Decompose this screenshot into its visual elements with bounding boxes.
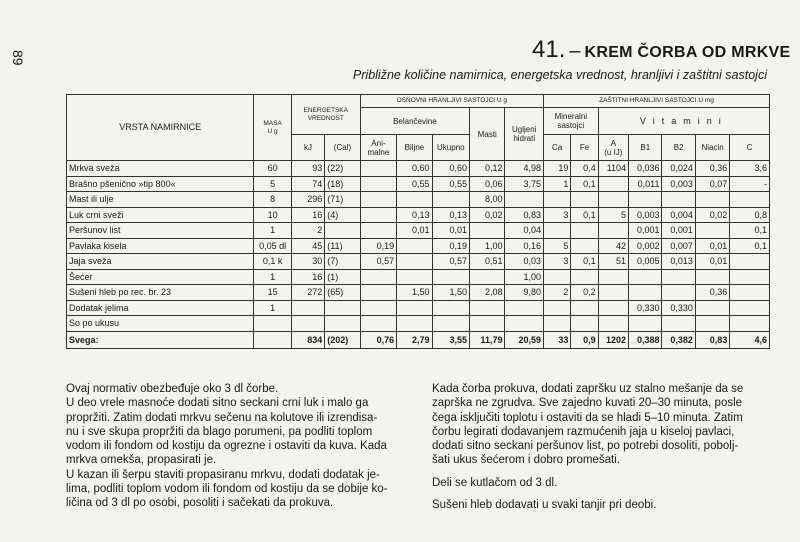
text-line: Kada čorba prokuva, dodati zapršku uz stalno mešanje da se [432,383,744,395]
serving-note: Deli se kutlačom od 3 dl. [432,476,558,489]
cell-vitamin-b1: 0,001 [629,223,662,239]
text-line: U kazan ili šerpu staviti propasiranu mrkvu, dodati dodatak je- [66,468,380,481]
cell-protein-animal: 0,19 [360,238,396,254]
cell-vitamin-c [730,316,770,332]
cell-protein-plant [397,300,432,316]
total-fe: 0,9 [571,331,598,348]
cell-energy-cal: (71) [325,192,360,208]
cell-iron: 0,4 [571,161,598,177]
header-ca: Ca [543,135,570,161]
cell-niacin [695,223,729,239]
header-protective-nutrients: ZAŠTITNI HRANLJIVI SASTOJCI U mg [543,95,769,108]
cell-protein-total: 0,60 [432,161,469,177]
cell-iron: 0,1 [571,207,598,223]
cell-iron [571,223,598,239]
cell-energy-kj: 16 [291,207,324,223]
cell-calcium [543,316,570,332]
cell-fat: 1,00 [470,238,505,254]
cell-fat: 2,08 [470,285,505,301]
text-line: dodati sitno seckani peršunov list, po potrebi dosoliti, pobolj- [432,440,739,453]
cell-protein-total: 1,50 [432,285,469,301]
text-line: nu i sve skupa propržiti da blago porumeni, pa podliti toplom [66,425,373,438]
cell-carbs: 3,75 [505,176,544,192]
header-vitamins: Vitamini [598,108,769,135]
cell-vitamin-b1 [629,269,662,285]
cell-vitamin-b1: 0,002 [629,238,662,254]
recipe-number: 41. [532,36,566,63]
table-row [67,300,770,316]
header-animal-l1: Ani- [371,138,386,148]
total-plant: 2,79 [397,331,432,348]
cell-vitamin-a [598,192,628,208]
cell-mass: 15 [254,285,291,301]
cell-food-name: Sušeni hleb po rec. br. 23 [67,285,254,301]
cell-niacin: 0,36 [695,285,729,301]
cell-vitamin-b1 [629,316,662,332]
header-carbs [505,108,544,161]
cell-protein-animal [360,176,396,192]
cell-vitamin-c [730,300,770,316]
cell-vitamin-b2: 0,013 [662,254,695,270]
header-carbs-l2: hidrati [513,134,536,143]
cell-mass: 1 [254,223,291,239]
cell-carbs: 4,98 [505,161,544,177]
table-row [67,254,770,270]
cell-mass: 1 [254,300,291,316]
bread-note: Sušeni hleb dodavati u svaki tanjir pri deobi. [432,499,657,512]
header-plant: Biljne [397,135,432,161]
cell-protein-plant: 0,60 [397,161,432,177]
cell-protein-total: 0,57 [432,254,469,270]
cell-vitamin-b2: 0,001 [662,223,695,239]
cell-protein-total [432,192,469,208]
cell-food-name: Pavlaka kisela [67,238,254,254]
total-niacin: 0,83 [695,331,729,348]
cell-energy-kj: 93 [291,161,324,177]
cell-fat [470,300,505,316]
cell-protein-total: 0,01 [432,223,469,239]
cell-vitamin-c: 3,6 [730,161,770,177]
cell-niacin: 0,01 [695,238,729,254]
cell-energy-cal: (22) [325,161,360,177]
cell-protein-animal [360,300,396,316]
nutrition-table [66,94,770,349]
cell-vitamin-c [730,254,770,270]
cell-niacin: 0,02 [695,207,729,223]
total-kj: 834 [291,331,324,348]
total-vit-a: 1202 [598,331,628,348]
cell-niacin [695,300,729,316]
cell-calcium [543,269,570,285]
header-animal-l2: malne [367,147,390,157]
total-protein: 3,55 [432,331,469,348]
cell-iron [571,238,598,254]
header-basic-nutrients: OSNOVNI HRANLJIVI SASTOJCI U g [360,95,543,108]
cell-fat: 0,02 [470,207,505,223]
cell-energy-cal: (18) [325,176,360,192]
cell-energy-kj: 45 [291,238,324,254]
cell-mass: 5 [254,176,291,192]
cell-mass: 0,05 dl [254,238,291,254]
cell-protein-plant: 0,55 [397,176,432,192]
table-row [67,285,770,301]
table-row [67,316,770,332]
total-cal: (202) [325,331,360,348]
cell-protein-animal [360,316,396,332]
cell-calcium [543,223,570,239]
page-number: 89 [10,50,26,66]
cell-protein-animal [360,161,396,177]
cell-energy-kj [291,316,324,332]
table-row [67,176,770,192]
header-niacin: Niacin [695,135,729,161]
table-row [67,207,770,223]
cell-vitamin-b1: 0,005 [629,254,662,270]
table-total-row [67,331,770,348]
cell-energy-kj [291,300,324,316]
cell-calcium [543,192,570,208]
header-fe: Fe [571,135,598,161]
cell-carbs: 0,04 [505,223,544,239]
header-food-type: VRSTA NAMIRNICE [67,95,254,161]
cell-protein-plant [397,269,432,285]
cell-vitamin-b1 [629,285,662,301]
header-animal [360,135,396,161]
cell-protein-animal [360,223,396,239]
cell-fat: 8,00 [470,192,505,208]
cell-food-name: Dodatak jelima [67,300,254,316]
cell-food-name: Luk crni sveži [67,207,254,223]
cell-energy-kj: 296 [291,192,324,208]
cell-mass: 60 [254,161,291,177]
header-minerals [543,108,598,135]
cell-energy-kj: 16 [291,269,324,285]
cell-vitamin-c: 0,1 [730,223,770,239]
cell-protein-total: 0,19 [432,238,469,254]
cell-vitamin-b2: 0,330 [662,300,695,316]
cell-energy-cal: (65) [325,285,360,301]
cell-fat [470,269,505,285]
cell-fat [470,316,505,332]
text-line: čorbu legirati dodavanjem razmućenih jaja u kiseloj pavlaci, [432,425,735,438]
cell-carbs: 0,03 [505,254,544,270]
text-line: Ovaj normativ obezbeđuje oko 3 dl čorbe. [66,383,279,395]
cell-vitamin-a [598,223,628,239]
cell-niacin [695,192,729,208]
total-ca: 33 [543,331,570,348]
cell-calcium: 2 [543,285,570,301]
cell-vitamin-c [730,285,770,301]
cell-vitamin-b2: 0,007 [662,238,695,254]
text-line: vodom ili fondom od kostiju da ogrezne i ostaviti da kuva. Kada [66,440,387,453]
cell-food-name: Jaja sveža [67,254,254,270]
cell-vitamin-b2 [662,269,695,285]
cell-mass: 1 [254,269,291,285]
cell-vitamin-a [598,316,628,332]
cell-vitamin-a [598,285,628,301]
instructions-left-lines [66,382,388,511]
recipe-heading [532,36,791,64]
cell-protein-total: 0,55 [432,176,469,192]
header-mass-l2: U g [267,127,278,135]
text-line: U deo vrele masnoće dodati sitno seckani crni luk i malo ga [66,397,369,410]
cell-niacin [695,269,729,285]
cell-protein-animal: 0,57 [360,254,396,270]
total-carbs: 20,59 [505,331,544,348]
header-mass [254,95,291,161]
cell-vitamin-a [598,176,628,192]
cell-calcium: 1 [543,176,570,192]
cell-carbs: 1,00 [505,269,544,285]
header-vit-a [598,135,628,161]
header-fat: Masti [470,108,505,161]
table-row [67,192,770,208]
header-total: Ukupno [432,135,469,161]
header-b1: B1 [629,135,662,161]
total-fat: 11,79 [470,331,505,348]
cell-iron [571,316,598,332]
total-masa [254,331,291,348]
cell-vitamin-b1 [629,192,662,208]
heading-dash: – [569,40,581,62]
total-b1: 0,388 [629,331,662,348]
cell-protein-plant [397,192,432,208]
cell-calcium: 5 [543,238,570,254]
cell-fat: 0,51 [470,254,505,270]
cell-vitamin-a: 51 [598,254,628,270]
cell-vitamin-c [730,269,770,285]
cell-vitamin-b2 [662,192,695,208]
cell-carbs: 0,83 [505,207,544,223]
cell-protein-total [432,300,469,316]
cell-energy-cal: (7) [325,254,360,270]
cell-energy-kj: 2 [291,223,324,239]
header-vit-a-l2: (u IJ) [604,147,623,157]
cell-iron: 0,2 [571,285,598,301]
cell-niacin: 0,01 [695,254,729,270]
header-protein: Belančevine [360,108,469,135]
cell-mass [254,316,291,332]
cell-fat: 0,12 [470,161,505,177]
cell-protein-animal [360,192,396,208]
cell-fat [470,223,505,239]
cell-calcium [543,300,570,316]
cell-energy-kj: 30 [291,254,324,270]
cell-vitamin-c: 0,8 [730,207,770,223]
header-kj: kJ [291,135,324,161]
table-row [67,161,770,177]
cell-protein-plant [397,254,432,270]
text-line: mrkva omekša, propasirati je. [66,454,217,467]
cell-vitamin-c [730,192,770,208]
cell-iron: 0,1 [571,254,598,270]
cell-carbs: 0,16 [505,238,544,254]
header-minerals-l1: Mineralni [554,112,588,121]
cell-food-name: Šećer [67,269,254,285]
cell-food-name: Brašno pšenično »tip 800« [67,176,254,192]
table-row [67,269,770,285]
cell-vitamin-b2: 0,004 [662,207,695,223]
instructions-left [66,382,388,511]
text-line: šati ukus šećerom i dobro promešati. [432,454,620,467]
cell-food-name: So po ukusu [67,316,254,332]
cell-protein-plant: 0,01 [397,223,432,239]
cell-mass: 10 [254,207,291,223]
cell-protein-plant: 1,50 [397,285,432,301]
header-cal: (Cal) [325,135,360,161]
cell-vitamin-b2: 0,024 [662,161,695,177]
cell-iron [571,300,598,316]
cell-energy-cal [325,223,360,239]
cell-vitamin-b2 [662,316,695,332]
text-line: ličina od 3 dl po osobi, posoliti i sačekati da prokuva. [66,497,334,510]
cell-energy-kj: 272 [291,285,324,301]
cell-vitamin-b2 [662,285,695,301]
instructions-right [432,382,743,512]
cell-energy-cal: (4) [325,207,360,223]
cell-energy-cal [325,316,360,332]
cell-vitamin-b1: 0,330 [629,300,662,316]
header-energy-l2: VREDNOST [307,114,344,122]
cell-energy-kj: 74 [291,176,324,192]
table-row [67,238,770,254]
header-energy [291,95,360,135]
cell-energy-cal: (1) [325,269,360,285]
header-carbs-l1: Ugljeni [512,125,537,134]
cell-calcium: 3 [543,207,570,223]
cell-vitamin-a: 1104 [598,161,628,177]
cell-protein-animal [360,207,396,223]
cell-carbs: 9,80 [505,285,544,301]
cell-protein-animal [360,285,396,301]
cell-vitamin-c: 0,1 [730,238,770,254]
instructions-right-lines [432,382,743,468]
text-line: lima, podliti toplom vodom ili fondom od kostiju da se dobije ko- [66,483,388,496]
cell-carbs [505,192,544,208]
cell-vitamin-c: - [730,176,770,192]
cell-calcium: 3 [543,254,570,270]
cell-vitamin-b1: 0,011 [629,176,662,192]
table-row [67,223,770,239]
cell-energy-cal [325,300,360,316]
total-c: 4,6 [730,331,770,348]
table-body [67,161,770,332]
header-minerals-l2: sastojci [557,121,585,130]
cell-niacin: 0,07 [695,176,729,192]
total-label: Svega: [67,331,254,348]
cell-protein-plant [397,316,432,332]
header-b2: B2 [662,135,695,161]
cell-vitamin-a: 5 [598,207,628,223]
header-vit-a-l1: A [610,138,617,148]
cell-protein-plant: 0,13 [397,207,432,223]
cell-vitamin-b1: 0,036 [629,161,662,177]
cell-carbs [505,316,544,332]
cell-carbs [505,300,544,316]
cell-mass: 8 [254,192,291,208]
cell-protein-total [432,269,469,285]
cell-fat: 0,06 [470,176,505,192]
cell-food-name: Mrkva sveža [67,161,254,177]
cell-vitamin-a [598,300,628,316]
cell-niacin [695,316,729,332]
header-c: C [730,135,770,161]
recipe-title: KREM ČORBA OD MRKVE [584,44,791,61]
cell-vitamin-a: 42 [598,238,628,254]
cell-protein-plant [397,238,432,254]
cell-food-name: Mast ili ulje [67,192,254,208]
cell-energy-cal: (11) [325,238,360,254]
cell-vitamin-b1: 0,003 [629,207,662,223]
cell-protein-animal [360,269,396,285]
text-line: zaprška ne zgrudva. Sve zajedno kuvati 20–30 minuta, posle [432,397,743,410]
cell-iron [571,192,598,208]
text-line: propržiti. Zatim dodati mrkvu sečenu na kolutove ili izrendisa- [66,411,378,424]
total-animal: 0,76 [360,331,396,348]
cell-protein-total: 0,13 [432,207,469,223]
cell-protein-total [432,316,469,332]
cell-niacin: 0,36 [695,161,729,177]
cell-iron: 0,1 [571,176,598,192]
cell-calcium: 19 [543,161,570,177]
cell-food-name: Peršunov list [67,223,254,239]
text-line: čega isključiti toplotu i ostaviti da se hladi 5–10 minuta. Zatim [432,411,743,424]
header-energy-l1: ENERGETSKA [303,106,348,114]
cell-iron [571,269,598,285]
table-caption: Približne količine namirnica, energetska vrednost, hranljivi i zaštitni sastojci [352,68,767,82]
cell-mass: 0,1 k [254,254,291,270]
cell-vitamin-a [598,269,628,285]
cell-vitamin-b2: 0,003 [662,176,695,192]
header-mass-l1: MASA [263,119,282,127]
total-b2: 0,382 [662,331,695,348]
